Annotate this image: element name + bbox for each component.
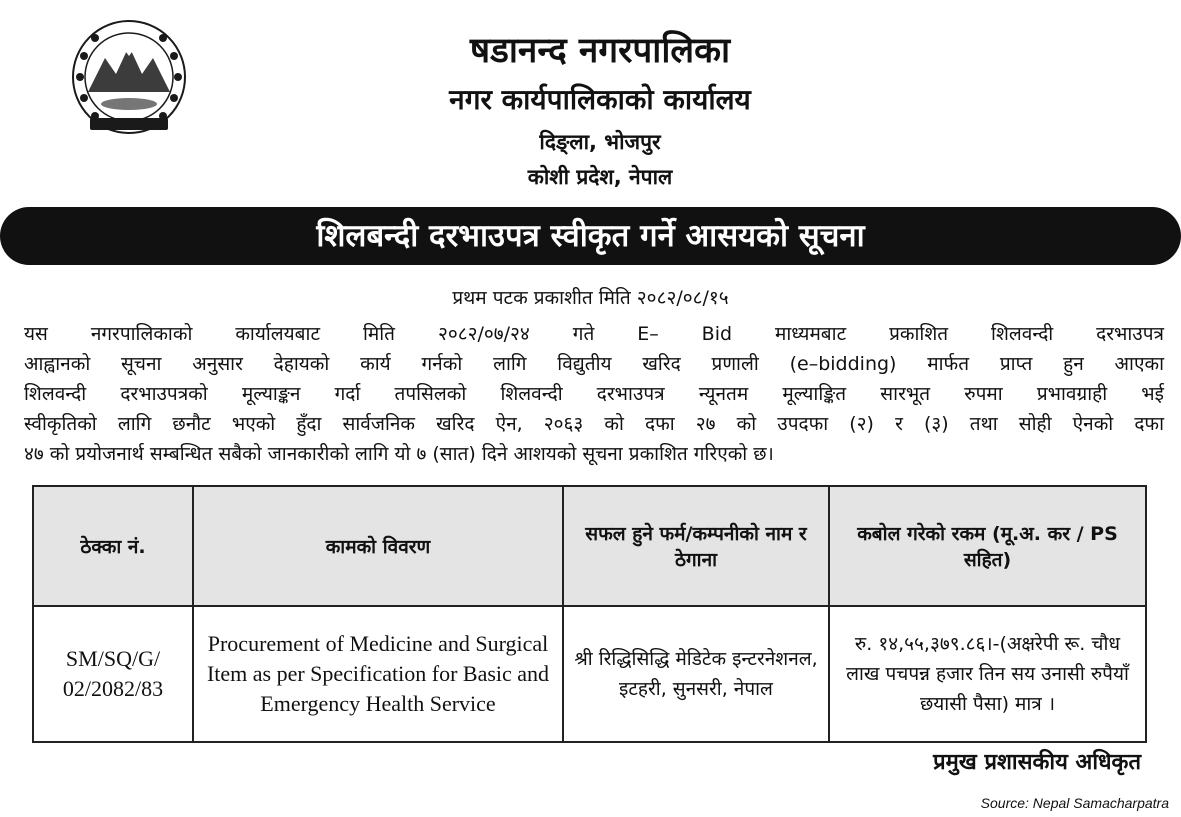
cell-contract-no: SM/SQ/G/ 02/2082/83 [33, 606, 193, 742]
publication-date: प्रथम पटक प्रकाशीत मिति २०८२/०८/१५ [452, 287, 729, 309]
notice-body-line-5: ४७ को प्रयोजनार्थ सम्बन्धित सबैको जानकारीको लागि यो ७ (सात) दिने आशयको सूचना प्रकाशित गरिएको छ। [24, 443, 774, 465]
office-province: कोशी प्रदेश, नेपाल [527, 165, 673, 189]
header-firm-name: सफल हुने फर्म/कम्पनीको नाम र ठेगाना [563, 486, 829, 606]
source-credit: Source: Nepal Samacharpatra [980, 795, 1169, 811]
notice-banner [0, 207, 1181, 265]
office-location: दिङ्ला, भोजपुर [539, 130, 661, 154]
header-work-description: कामको विवरण [193, 486, 563, 606]
municipality-name: षडानन्द नगरपालिका [469, 31, 731, 71]
notice-body-line-2: आह्वानको सूचना अनुसार देहायको कार्य गर्नको लागि विद्युतीय खरिद प्रणाली (e–bidding) मार्फत प्राप्त हुन आएका [24, 353, 1164, 375]
office-name: नगर कार्यपालिकाको कार्यालय [449, 83, 751, 116]
notice-title: शिलबन्दी दरभाउपत्र स्वीकृत गर्ने आसयको सूचना [316, 218, 865, 254]
cell-work-description: Procurement of Medicine and Surgical Item as per Specification for Basic and Emergency Health Service [193, 606, 563, 742]
table-header-row [33, 486, 1146, 606]
notice-body-line-1: यस नगरपालिकाको कार्यालयबाट मिति २०८२/०७/२४ गते E– Bid माध्यमबाट प्रकाशित शिलवन्दी दरभाउपत्र [24, 323, 1164, 345]
cell-firm-name: श्री रिद्धिसिद्धि मेडिटेक इन्टरनेशनल, इटहरी, सुनसरी, नेपाल [563, 606, 829, 742]
header-bid-amount: कबोल गरेको रकम (मू.अ. कर / PS सहित) [829, 486, 1146, 606]
signatory-title: प्रमुख प्रशासकीय अधिकृत [933, 750, 1141, 775]
notice-body-line-4: स्वीकृतिको लागि छनौट भएको हुँदा सार्वजनिक खरिद ऐन, २०६३ को दफा २७ को उपदफा (२) र (३) तथा सोही ऐनको दफा [24, 413, 1164, 435]
header-contract-no: ठेक्का नं. [33, 486, 193, 606]
award-table [32, 485, 1147, 743]
notice-body-line-3: शिलवन्दी दरभाउपत्रको मूल्याङ्कन गर्दा तपसिलको शिलवन्दी दरभाउपत्र न्यूनतम मूल्याङ्कित सारभूत रुपमा प्रभावग्राही भई [24, 383, 1164, 405]
table-row [33, 606, 1146, 742]
municipality-emblem-icon [70, 18, 188, 136]
cell-bid-amount: रु. १४,५५,३७९.८६।-(अक्षरेपी रू. चौध लाख पचपन्न हजार तिन सय उनासी रुपैयाँ छयासी पैसा) मात्र । [829, 606, 1146, 742]
